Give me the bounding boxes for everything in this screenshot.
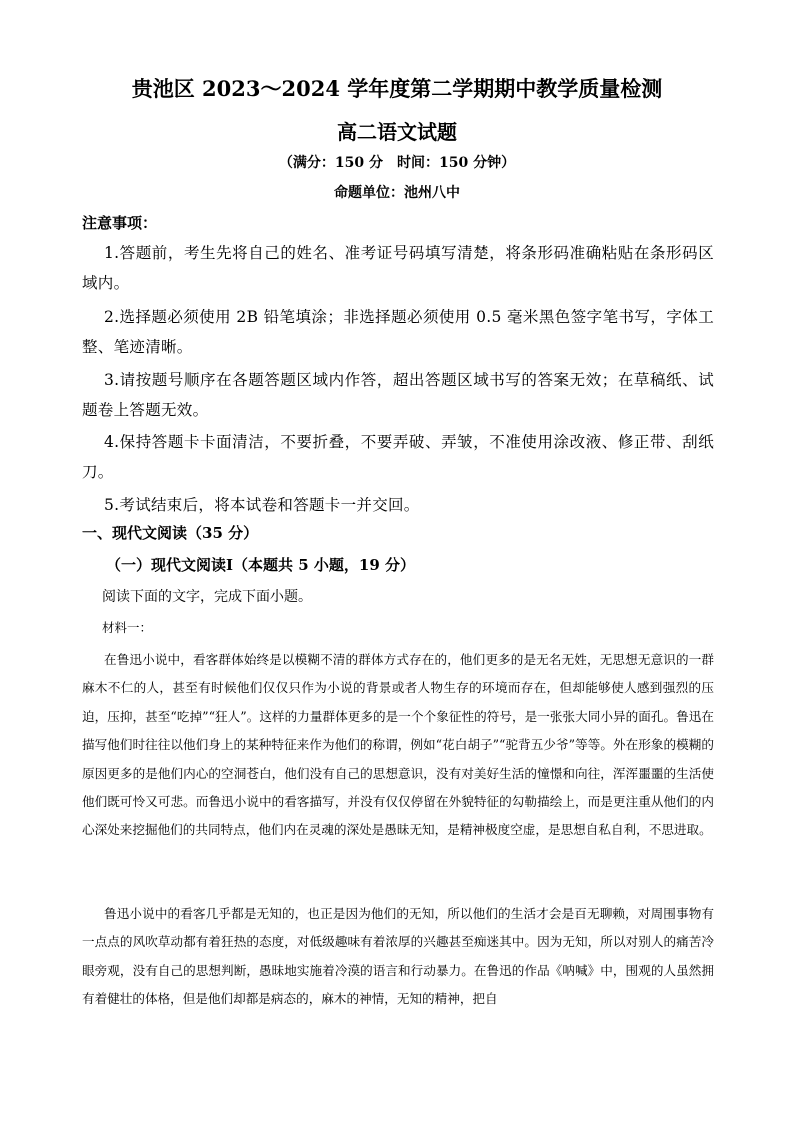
- notice-heading: 注意事项：: [82, 214, 158, 232]
- subsection-heading: （一）现代文阅读Ⅰ（本题共 5 小题，19 分）: [106, 556, 415, 574]
- passage-paragraph: 在鲁迅小说中，看客群体始终是以模糊不清的群体方式存在的，他们更多的是无名无姓，无思想无意识的一群麻木不仁的人，甚至有时候他们仅仅只作为小说的背景或者人物生存的环境而存在，但却能够使人感到强烈的压迫，压抑，甚至“吃掉”“狂人”。这样的力量群体更多的是一个个象征性的符号，是一张张大同小异的面孔。鲁迅在描写他们时往往以他们身上的某种特征来作为他们的称谓，例如“花白胡子”“驼背五少爷”等等。外在形象的模糊的原因更多的是他们内心的空洞苍白，他们没有自己的思想意识，没有对美好生活的憧憬和向往，浑浑噩噩的生活使他们既可怜又可悲。而鲁迅小说中的看客描写，并没有仅仅停留在外貌特征的勾勒描绘上，而是更注重从他们的内心深处来挖掘他们的共同特点，他们内在灵魂的深处是愚昧无知，是精神极度空虚，是思想自私自利，不思进取。: [82, 652, 714, 838]
- notice-item: 1.答题前，考生先将自己的姓名、准考证号码填写清楚，将条形码准确粘贴在条形码区域内。: [82, 244, 714, 292]
- material-label: 材料一：: [102, 620, 153, 635]
- exam-title: 贵池区 2023～2024 学年度第二学期期中教学质量检测: [131, 76, 663, 101]
- passage-paragraph: 鲁迅小说中的看客几乎都是无知的，也正是因为他们的无知，所以他们的生活才会是百无聊赖，对周围事物有一点点的风吹草动都有着狂热的态度，对低级趣味有着浓厚的兴趣甚至痴迷其中。因为无知，所以对别人的痛苦冷眼旁观，没有自己的思想判断，愚昧地实施着冷漠的语言和行动暴力。在鲁迅的作品《呐喊》中，围观的人虽然拥有着健壮的体格，但是他们却都是病态的，麻木的神情，无知的精神，把自: [82, 906, 714, 1007]
- setter-unit: 命题单位：池州八中: [334, 185, 460, 201]
- notice-item: 5.考试结束后，将本试卷和答题卡一并交回。: [104, 496, 420, 514]
- exam-subtitle: 高二语文试题: [337, 120, 457, 144]
- reading-instruction: 阅读下面的文字，完成下面小题。: [102, 589, 312, 605]
- notice-item: 2.选择题必须使用 2B 铅笔填涂；非选择题必须使用 0.5 毫米黑色签字笔书写，字体工整、笔迹清晰。: [82, 308, 714, 356]
- score-time: （满分：150 分 时间：150 分钟）: [278, 155, 516, 171]
- notice-item: 3.请按题号顺序在各题答题区域内作答，超出答题区域书写的答案无效；在草稿纸、试题卷上答题无效。: [82, 371, 714, 419]
- section-heading: 一、现代文阅读（35 分）: [82, 524, 259, 542]
- notice-item: 4.保持答题卡卡面清洁，不要折叠，不要弄破、弄皱，不准使用涂改液、修正带、刮纸刀。: [82, 433, 714, 481]
